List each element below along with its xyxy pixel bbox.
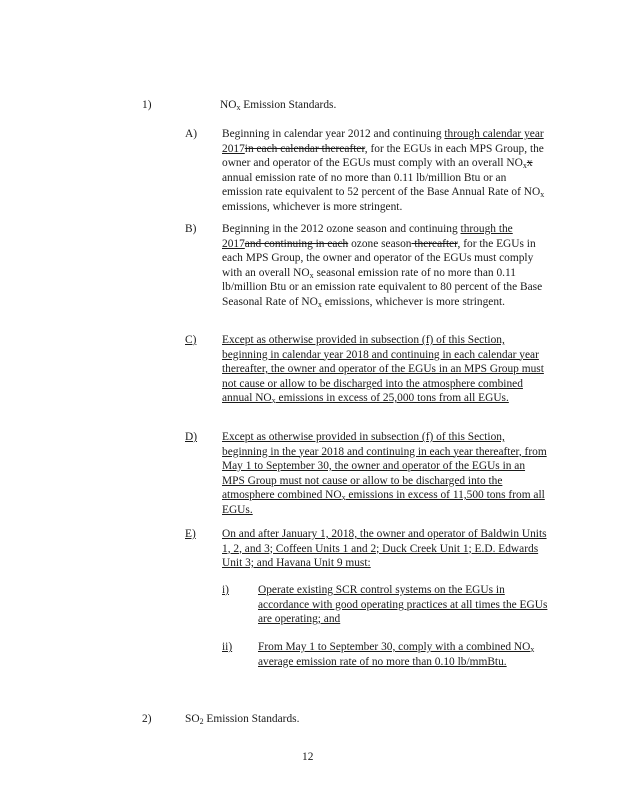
- item-a-sub2: x: [540, 190, 545, 199]
- item-b-t2: ozone season: [348, 237, 412, 250]
- section-1-title-pre: NO: [220, 99, 237, 111]
- section-2-title-sub: 2: [199, 717, 204, 726]
- section-1-title-sub: x: [236, 103, 241, 112]
- section-1-title: [220, 98, 336, 113]
- section-2-title: [185, 712, 299, 727]
- item-e-ii-t1: From May 1 to September 30, comply with a combined NO: [258, 641, 531, 653]
- item-a-deleted-text: in each calendar thereafter: [244, 142, 365, 155]
- item-e-ii-sub1: x: [530, 645, 535, 654]
- item-d-sub1: x: [341, 493, 346, 502]
- item-a-t3: annual emission rate of no more than 0.11 lb/million Btu or an emission rate equivalent to 52 percent of the Base Annual Rate of NO: [222, 171, 541, 198]
- item-a-sub1: x: [522, 161, 527, 170]
- item-b-t3: , for the EGUs in each MPS Group, the owner and operator of the EGUs must comply with an overall NO: [222, 237, 536, 279]
- item-e-ii-t2: average emission rate of no more than 0.10 lb/mmBtu.: [258, 655, 507, 668]
- item-e-label: E): [185, 528, 196, 540]
- item-c-sub1: x: [271, 396, 276, 405]
- item-e-i-text: Operate existing SCR control systems on the EGUs in accordance with good operating practices at all times the EGUs are operating; and: [258, 584, 548, 625]
- item-b-label: B): [185, 223, 197, 235]
- item-b-t4: seasonal emission rate of no more than 0.11 lb/million Btu or an emission rate equivalent to 80 percent of the Base Seasonal Rate of NO: [222, 266, 543, 308]
- item-a-text: [222, 127, 547, 214]
- section-2-title-pre: SO: [185, 713, 200, 725]
- item-e-ii-label: ii): [222, 641, 233, 653]
- item-e-ii-text: [258, 640, 553, 669]
- item-a-t1: Beginning in calendar year 2012 and continuing: [222, 128, 445, 140]
- item-c-text: [222, 333, 547, 406]
- item-a-inserted-text: through calendar year 2017: [222, 128, 544, 155]
- item-e-text: On and after January 1, 2018, the owner and operator of Baldwin Units 1, 2, and 3; Coffeen Units 1 and 2; Duck Creek Unit 1; E.D. Edwards Unit 3; and Havana Unit 9 must:: [222, 528, 547, 569]
- item-b-inserted-text: through the 2017: [222, 223, 513, 250]
- section-2-number: 2): [142, 713, 152, 725]
- item-c-label: C): [185, 334, 197, 346]
- item-b-deleted-text: and continuing in each: [244, 237, 349, 250]
- item-b-text: [222, 222, 547, 309]
- section-1-number: 1): [142, 99, 152, 111]
- item-c-t1: Except as otherwise provided in subsection (f) of this Section, beginning in calendar year 2018 and continuing in each calendar year thereafter, the owner and operator of the EGUs in an MPS Group must not cause or allow to be discharged into the atmosphere combined annual NO: [222, 334, 544, 404]
- item-a-label: A): [185, 128, 198, 140]
- item-a-t4: emissions, whichever is more stringent.: [222, 200, 403, 213]
- item-c-t2: emissions in excess of 25,000 tons from all EGUs.: [275, 392, 509, 404]
- item-d-label: D): [185, 431, 198, 443]
- item-b-t1: Beginning in the 2012 ozone season and continuing: [222, 223, 461, 235]
- item-a-deleted-x: x: [526, 157, 533, 169]
- item-b-sub1: x: [309, 270, 314, 280]
- section-1-title-post: Emission Standards.: [240, 99, 337, 111]
- item-d-text: [222, 430, 547, 517]
- item-b-deleted-thereafter: thereafter: [411, 237, 458, 250]
- section-2-title-post: Emission Standards.: [203, 713, 300, 725]
- item-b-sub2: x: [317, 299, 322, 309]
- page-number: 12: [302, 751, 314, 763]
- item-d-t2: emissions in excess of 11,500 tons from all EGUs.: [222, 489, 545, 516]
- item-e-i-label: i): [222, 584, 229, 596]
- item-a-t2: , for the EGUs in each MPS Group, the owner and operator of the EGUs must comply with an overall NO: [222, 142, 544, 169]
- item-b-t5: emissions, whichever is more stringent.: [321, 295, 506, 308]
- item-d-t1: Except as otherwise provided in subsection (f) of this Section, beginning in the year 2018 and continuing in each year thereafter, from May 1 to September 30, the owner and operator of the EGUs in an MPS Group must not cause or allow to be discharged into the atmosphere combined NO: [222, 431, 547, 501]
